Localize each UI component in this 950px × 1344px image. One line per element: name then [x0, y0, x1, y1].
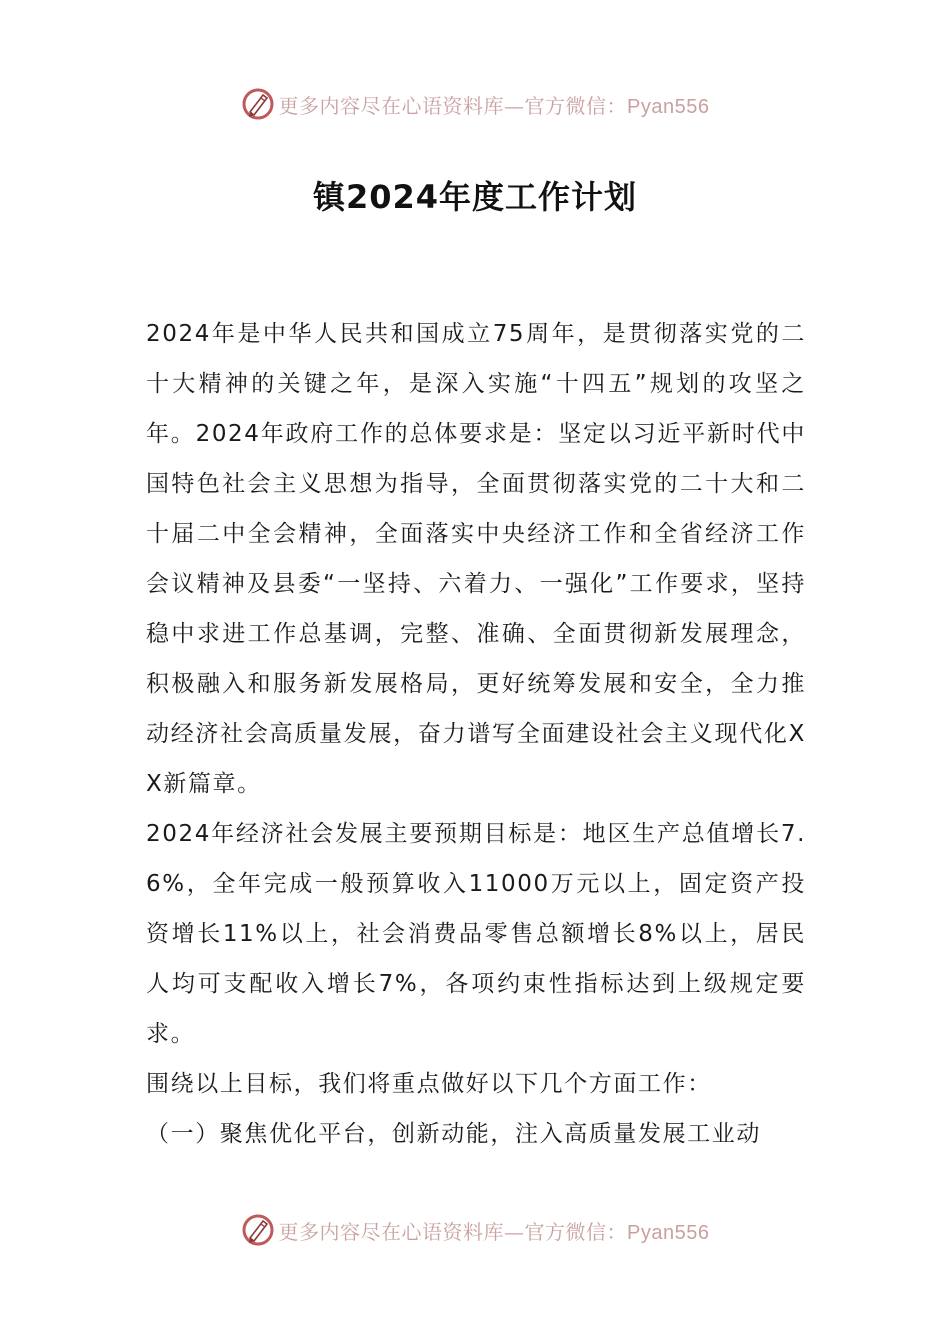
pen-logo-icon	[241, 1213, 275, 1247]
paragraph: 围绕以上目标，我们将重点做好以下几个方面工作：	[146, 1071, 712, 1097]
paragraph: 2024年经济社会发展主要预期目标是：地区生产总值增长7.6%，全年完成一般预算收入11000万元以上，固定资产投资增长11%以上，社会消费品零售总额增长8%以上，居民人均可支配收入增长7%，各项约束性指标达到上级规定要求。	[146, 821, 806, 1047]
watermark-wechat-id: Pyan556	[627, 95, 710, 118]
watermark-footer	[0, 1210, 950, 1250]
pen-logo-icon	[241, 87, 275, 121]
document-body	[146, 309, 806, 1159]
paragraph: （一）聚焦优化平台，创新动能，注入高质量发展工业动	[146, 1121, 761, 1147]
watermark-header	[0, 84, 950, 124]
watermark-text-cn: 更多内容尽在心语资料库—官方微信：	[278, 93, 628, 118]
paragraph: 2024年是中华人民共和国成立75周年，是贯彻落实党的二十大精神的关键之年，是深入实施“十四五”规划的攻坚之年。2024年政府工作的总体要求是：坚定以习近平新时代中国特色社会主义思想为指导，全面贯彻落实党的二十大和二十届二中全会精神，全面落实中央经济工作和全省经济工作会议精神及县委“一坚持、六着力、一强化”工作要求，坚持稳中求进工作总基调，完整、准确、全面贯彻新发展理念，积极融入和服务新发展格局，更好统筹发展和安全，全力推动经济社会高质量发展，奋力谱写全面建设社会主义现代化XX新篇章。	[146, 321, 806, 797]
watermark-text-cn: 更多内容尽在心语资料库—官方微信：	[278, 1219, 628, 1244]
watermark-text	[279, 1216, 710, 1245]
page-title: 镇2024年度工作计划	[312, 178, 638, 216]
watermark-text	[279, 90, 710, 119]
watermark-wechat-id: Pyan556	[627, 1221, 710, 1244]
